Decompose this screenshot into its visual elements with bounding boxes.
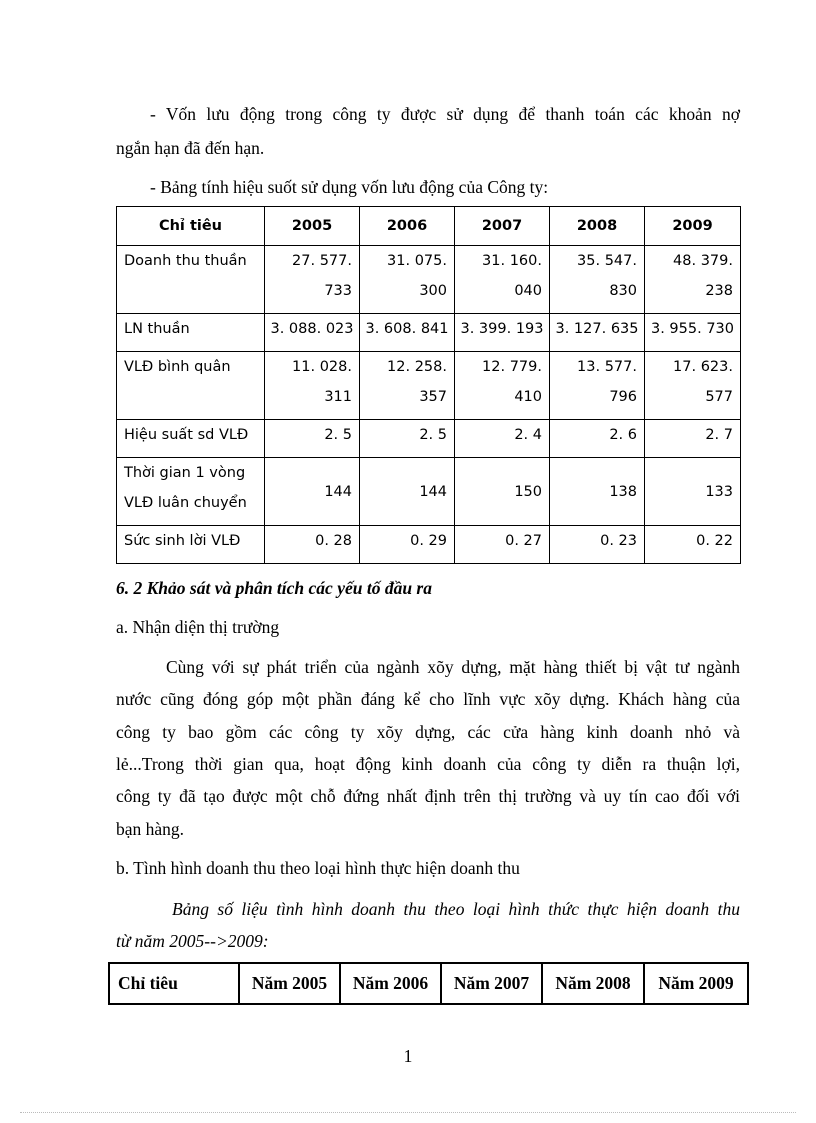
table-cell: 11. 028. 311 — [265, 352, 360, 420]
table-cell: 144 — [265, 458, 360, 526]
table-cell: 12. 779. 410 — [455, 352, 550, 420]
table-cell: 3. 088. 023 — [265, 314, 360, 352]
row-label: Sức sinh lời VLĐ — [117, 526, 265, 564]
header-cell: Năm 2009 — [644, 963, 748, 1004]
header-cell: 2005 — [265, 207, 360, 246]
table-cell: 0. 22 — [645, 526, 741, 564]
paragraph-1-line-1: - Vốn lưu động trong công ty được sử dụng để thanh toán các khoản nợ — [150, 104, 740, 124]
table-cell: 0. 27 — [455, 526, 550, 564]
paragraph-2-line-1: Cùng với sự phát triển của ngành xõy dựng, mặt hàng thiết bị vật tư ngành — [166, 657, 740, 677]
table-cell: 0. 23 — [550, 526, 645, 564]
table-1-caption: - Bảng tính hiệu suốt sử dụng vốn lưu động của Công ty: — [150, 177, 549, 197]
header-cell: 2009 — [645, 207, 741, 246]
table-cell: 17. 623. 577 — [645, 352, 741, 420]
subheading-a: a. Nhận diện thị trường — [116, 617, 280, 637]
header-cell: Năm 2008 — [542, 963, 644, 1004]
table-cell: 3. 127. 635 — [550, 314, 645, 352]
row-label: LN thuần — [117, 314, 265, 352]
table-cell: 3. 608. 841 — [360, 314, 455, 352]
header-cell: Chỉ tiêu — [117, 207, 265, 246]
table-cell: 2. 4 — [455, 420, 550, 458]
row-label: Doanh thu thuần — [117, 246, 265, 314]
table-row — [117, 314, 741, 352]
table-cell: 2. 7 — [645, 420, 741, 458]
table-cell: 31. 160. 040 — [455, 246, 550, 314]
table-row — [117, 458, 741, 526]
section-heading: 6. 2 Khảo sát và phân tích các yếu tố đầu ra — [116, 578, 432, 598]
revenue-table — [108, 962, 749, 1005]
table-cell: 150 — [455, 458, 550, 526]
table-cell: 31. 075. 300 — [360, 246, 455, 314]
header-cell: 2006 — [360, 207, 455, 246]
table-row — [117, 526, 741, 564]
table-cell: 3. 399. 193 — [455, 314, 550, 352]
header-cell: Năm 2005 — [239, 963, 340, 1004]
row-label: VLĐ bình quân — [117, 352, 265, 420]
row-label: Thời gian 1 vòng VLĐ luân chuyển — [117, 458, 265, 526]
table-cell: 27. 577. 733 — [265, 246, 360, 314]
table-cell: 144 — [360, 458, 455, 526]
table-row — [117, 420, 741, 458]
table-cell: 12. 258. 357 — [360, 352, 455, 420]
table-2-caption-line-1: Bảng số liệu tình hình doanh thu theo loại hình thức thực hiện doanh thu — [172, 899, 740, 919]
efficiency-table — [116, 206, 741, 564]
table-header-row — [109, 963, 748, 1004]
paragraph-1-line-2: ngắn hạn đã đến hạn. — [116, 138, 265, 158]
header-cell: Chỉ tiêu — [109, 963, 239, 1004]
table-row — [117, 246, 741, 314]
table-cell: 138 — [550, 458, 645, 526]
page-footer-divider — [20, 1112, 796, 1113]
row-label: Hiệu suất sd VLĐ — [117, 420, 265, 458]
table-cell: 35. 547. 830 — [550, 246, 645, 314]
table-2-caption-line-2: từ năm 2005-->2009: — [116, 931, 269, 951]
page-number: 1 — [403, 1046, 413, 1066]
paragraph-2-line-5: công ty đã tạo được một chỗ đứng nhất định trên thị trường và uy tín cao đối với — [116, 786, 740, 806]
table-header-row — [117, 207, 741, 246]
table-cell: 0. 28 — [265, 526, 360, 564]
header-cell: 2007 — [455, 207, 550, 246]
table-cell: 2. 5 — [360, 420, 455, 458]
table-cell: 2. 6 — [550, 420, 645, 458]
table-cell: 3. 955. 730 — [645, 314, 741, 352]
table-cell: 13. 577. 796 — [550, 352, 645, 420]
table-cell: 0. 29 — [360, 526, 455, 564]
table-row — [117, 352, 741, 420]
paragraph-2-line-6: bạn hàng. — [116, 819, 185, 839]
paragraph-2-line-4: lẻ...Trong thời gian qua, hoạt động kinh doanh của công ty diễn ra thuận lợi, — [116, 754, 740, 774]
subheading-b: b. Tình hình doanh thu theo loại hình thực hiện doanh thu — [116, 858, 520, 878]
paragraph-2-line-2: nước cũng đóng góp một phần đáng kể cho lĩnh vực xõy dựng. Khách hàng của — [116, 689, 740, 709]
table-cell: 133 — [645, 458, 741, 526]
paragraph-2-line-3: công ty bao gồm các công ty xõy dựng, các cửa hàng kinh doanh nhỏ và — [116, 722, 740, 742]
header-cell: Năm 2006 — [340, 963, 441, 1004]
header-cell: 2008 — [550, 207, 645, 246]
table-cell: 48. 379. 238 — [645, 246, 741, 314]
header-cell: Năm 2007 — [441, 963, 542, 1004]
table-cell: 2. 5 — [265, 420, 360, 458]
